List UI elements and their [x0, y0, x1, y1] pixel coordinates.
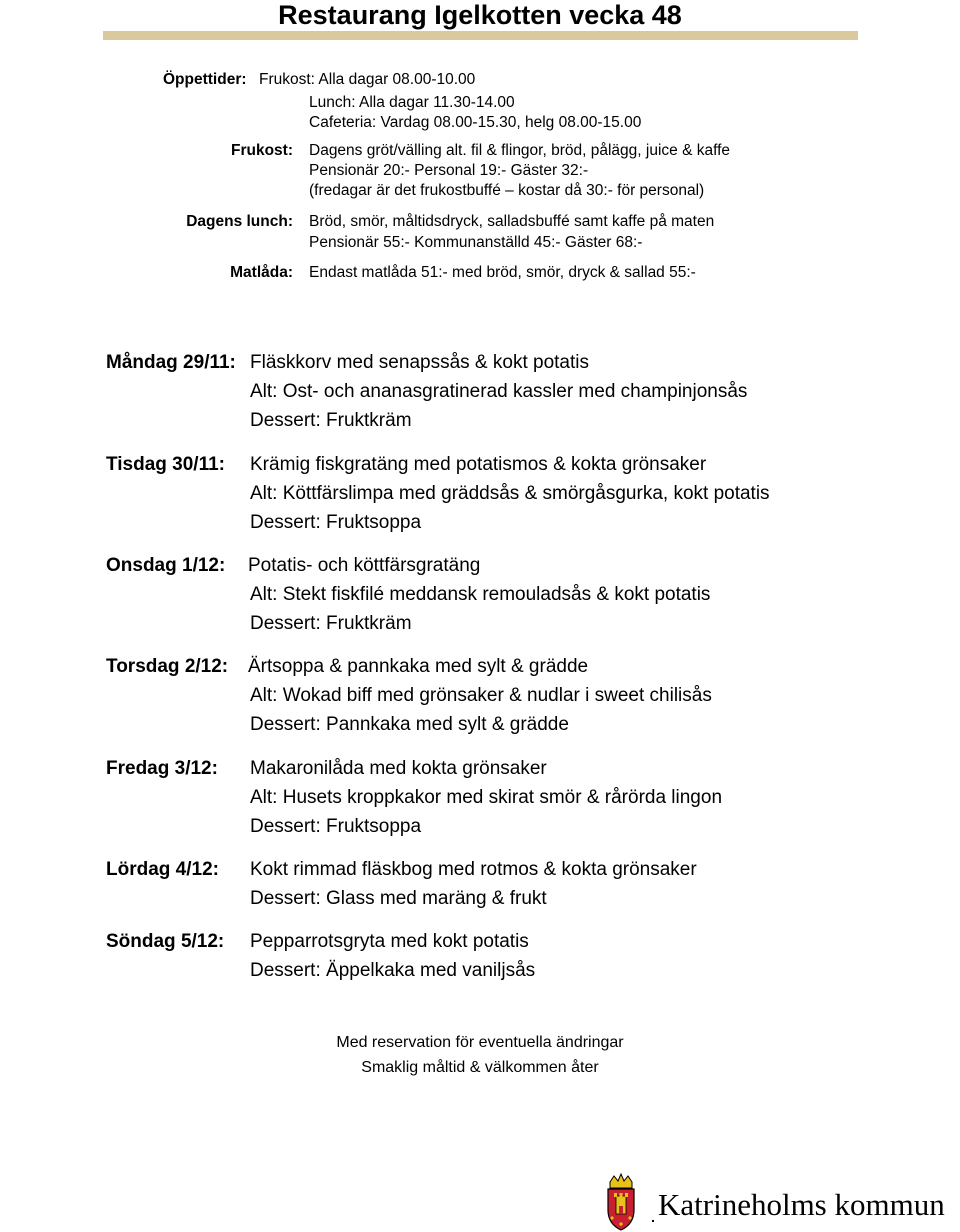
day-main-dish: Fläskkorv med senapssås & kokt potatis: [250, 352, 589, 373]
day-dessert: Dessert: Glass med maräng & frukt: [250, 888, 547, 909]
day-alt-dish: Alt: Ost- och ananasgratinerad kassler med champinjonsås: [250, 381, 748, 402]
logo-wordmark: Katrineholms kommun: [654, 1188, 949, 1222]
lunchbox-label: Matlåda:: [230, 264, 293, 281]
title-underline-bar: [103, 31, 858, 40]
day-main-dish: Krämig fiskgratäng med potatismos & kokta grönsaker: [250, 454, 707, 475]
day-main-dish: Makaronilåda med kokta grönsaker: [250, 758, 547, 779]
lunch-label: Dagens lunch:: [186, 213, 293, 230]
breakfast-friday-note: (fredagar är det frukostbuffé – kostar då 30:- för personal): [309, 182, 705, 199]
day-label: Torsdag 2/12:: [106, 656, 229, 677]
day-alt-dish: Alt: Köttfärslimpa med gräddsås & smörgåsgurka, kokt potatis: [250, 483, 770, 504]
breakfast-prices: Pensionär 20:- Personal 19:- Gäster 32:-: [309, 162, 589, 179]
opening-hours-lunch: Lunch: Alla dagar 11.30-14.00: [309, 94, 515, 111]
page-title: Restaurang Igelkotten vecka 48: [278, 0, 682, 30]
day-alt-dish: Alt: Stekt fiskfilé meddansk remouladsås & kokt potatis: [250, 584, 711, 605]
footer-reservation-note: Med reservation för eventuella ändringar: [336, 1034, 624, 1051]
municipality-logo: [590, 1172, 945, 1232]
day-alt-dish: Alt: Husets kroppkakor med skirat smör & rårörda lingon: [250, 787, 723, 808]
day-main-dish: Potatis- och köttfärsgratäng: [248, 555, 481, 576]
coat-of-arms-icon: [590, 1172, 652, 1232]
lunch-line: Bröd, smör, måltidsdryck, salladsbuffé samt kaffe på maten: [309, 213, 715, 230]
day-main-dish: Ärtsoppa & pannkaka med sylt & grädde: [248, 656, 589, 677]
day-dessert: Dessert: Fruktsoppa: [250, 512, 422, 533]
opening-hours-cafeteria: Cafeteria: Vardag 08.00-15.30, helg 08.00-15.00: [309, 114, 642, 131]
day-label: Lördag 4/12:: [106, 859, 219, 880]
day-alt-dish: Alt: Wokad biff med grönsaker & nudlar i sweet chilisås: [250, 685, 712, 706]
day-label: Tisdag 30/11:: [106, 454, 225, 475]
breakfast-line: Dagens gröt/välling alt. fil & flingor, bröd, pålägg, juice & kaffe: [309, 142, 731, 159]
day-dessert: Dessert: Äppelkaka med vaniljsås: [250, 960, 536, 981]
day-dessert: Dessert: Pannkaka med sylt & grädde: [250, 714, 569, 735]
day-label: Fredag 3/12:: [106, 758, 218, 779]
day-main-dish: Pepparrotsgryta med kokt potatis: [250, 931, 529, 952]
lunchbox-line: Endast matlåda 51:- med bröd, smör, dryck & sallad 55:-: [309, 264, 696, 281]
opening-hours-label: Öppettider:: [163, 71, 247, 88]
lunch-prices: Pensionär 55:- Kommunanställd 45:- Gäster 68:-: [309, 234, 643, 251]
opening-hours-breakfast: Frukost: Alla dagar 08.00-10.00: [259, 71, 476, 88]
day-dessert: Dessert: Fruktkräm: [250, 410, 412, 431]
day-label: Söndag 5/12:: [106, 931, 225, 952]
footer-greeting: Smaklig måltid & välkommen åter: [361, 1059, 599, 1076]
day-main-dish: Kokt rimmad fläskbog med rotmos & kokta grönsaker: [250, 859, 697, 880]
day-dessert: Dessert: Fruktkräm: [250, 613, 412, 634]
breakfast-label: Frukost:: [231, 142, 293, 159]
day-dessert: Dessert: Fruktsoppa: [250, 816, 422, 837]
day-label: Måndag 29/11:: [106, 352, 236, 373]
day-label: Onsdag 1/12:: [106, 555, 226, 576]
